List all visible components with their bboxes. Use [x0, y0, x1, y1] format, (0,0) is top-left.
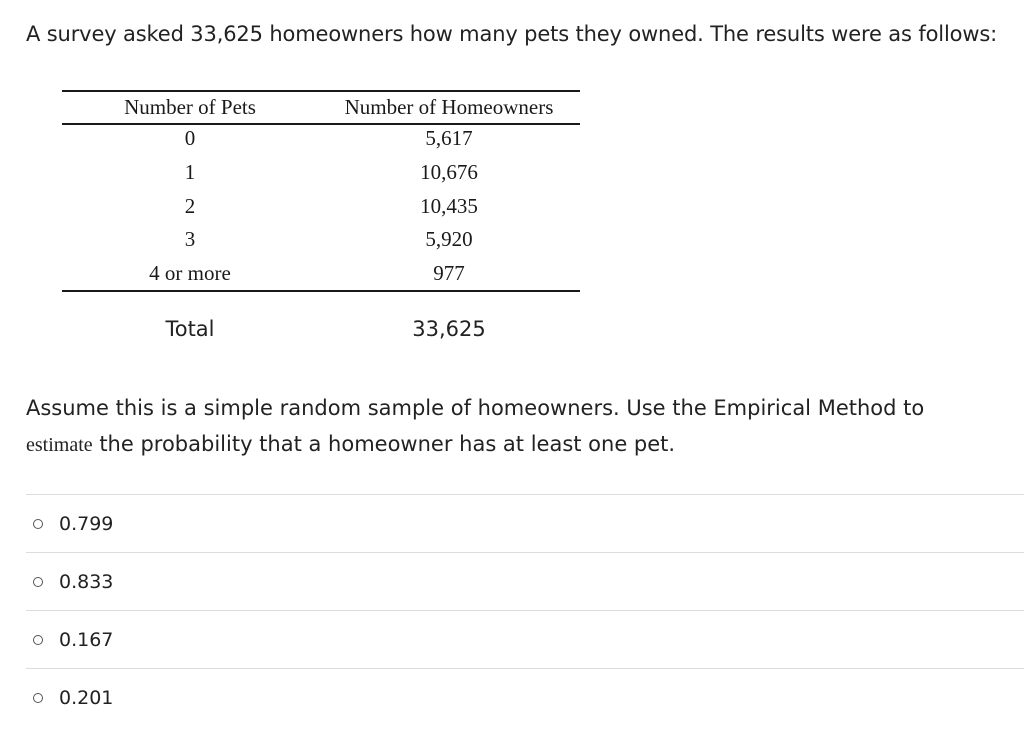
total-label: Total: [165, 317, 215, 341]
answer-option[interactable]: [26, 668, 1024, 726]
answer-option-label: 0.167: [59, 628, 114, 651]
answer-option-label: 0.799: [59, 512, 114, 535]
question-line-1: Assume this is a simple random sample of homeowners. Use the Empirical Method to: [26, 396, 925, 420]
table-cell-homeowners: 5,617: [425, 126, 473, 150]
answer-option[interactable]: [26, 494, 1024, 552]
table-cell-pets: 2: [184, 194, 196, 218]
table-bottom-rule: [62, 290, 580, 292]
answer-option[interactable]: [26, 552, 1024, 610]
table-cell-homeowners: 10,435: [420, 194, 478, 218]
question-line-2-rest: the probability that a homeowner has at least one pet.: [92, 432, 676, 456]
table-cell-homeowners: 10,676: [420, 160, 478, 184]
question-word-estimate: estimate: [26, 434, 93, 456]
header-number-of-pets: Number of Pets: [124, 95, 256, 119]
table-cell-pets: 0: [184, 126, 196, 150]
table-cell-homeowners: 5,920: [425, 227, 473, 251]
radio-circle-icon[interactable]: [33, 635, 43, 645]
question-line-2: [26, 426, 924, 463]
answer-option-label: 0.201: [59, 686, 114, 709]
table-cell-pets: 3: [184, 227, 196, 251]
intro-text: A survey asked 33,625 homeowners how many pets they owned. The results were as follows:: [26, 22, 998, 46]
question-text: [26, 390, 924, 463]
radio-circle-icon[interactable]: [33, 519, 43, 529]
total-value: 33,625: [412, 317, 486, 341]
header-number-of-homeowners: Number of Homeowners: [344, 95, 554, 119]
radio-circle-icon[interactable]: [33, 693, 43, 703]
answer-option-label: 0.833: [59, 570, 114, 593]
answer-option[interactable]: [26, 610, 1024, 668]
table-cell-homeowners: 977: [433, 261, 465, 285]
table-cell-pets: 1: [184, 160, 196, 184]
answer-options: [26, 494, 1024, 726]
table-cell-pets: 4 or more: [149, 261, 231, 285]
radio-circle-icon[interactable]: [33, 577, 43, 587]
